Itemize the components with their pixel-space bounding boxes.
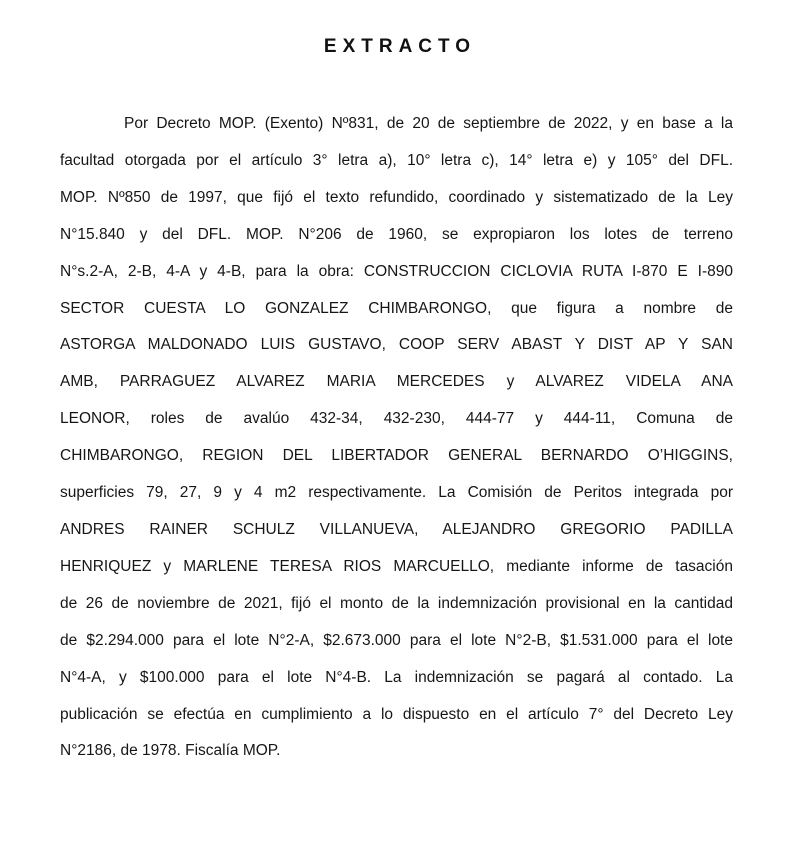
paragraph-line: ASTORGA MALDONADO LUIS GUSTAVO, COOP SERV ABAST Y DIST AP Y SAN	[60, 336, 733, 354]
paragraph-line: LEONOR, roles de avalúo 432-34, 432-230, 444-77 y 444-11, Comuna de	[60, 410, 733, 428]
paragraph-line: N°2186, de 1978. Fiscalía MOP.	[60, 742, 281, 760]
paragraph-line: SECTOR CUESTA LO GONZALEZ CHIMBARONGO, que figura a nombre de	[60, 299, 733, 317]
paragraph-line: publicación se efectúa en cumplimiento a lo dispuesto en el artículo 7° del Decreto Ley	[60, 705, 733, 723]
paragraph-line: N°4-A, y $100.000 para el lote N°4-B. La indemnización se pagará al contado. La	[60, 668, 733, 686]
paragraph-line: facultad otorgada por el artículo 3° letra a), 10° letra c), 14° letra e) y 105° del DFL.	[60, 151, 733, 169]
document-title: EXTRACTO	[323, 36, 477, 57]
paragraph-line: superficies 79, 27, 9 y 4 m2 respectivamente. La Comisión de Peritos integrada por	[60, 484, 733, 502]
paragraph-line: CHIMBARONGO, REGION DEL LIBERTADOR GENERAL BERNARDO O’HIGGINS,	[60, 447, 733, 465]
paragraph-line: de 26 de noviembre de 2021, fijó el monto de la indemnización provisional en la cantidad	[60, 594, 733, 612]
paragraph-line: HENRIQUEZ y MARLENE TERESA RIOS MARCUELLO, mediante informe de tasación	[60, 557, 733, 575]
paragraph-line: ANDRES RAINER SCHULZ VILLANUEVA, ALEJANDRO GREGORIO PADILLA	[60, 520, 733, 538]
paragraph-line: Por Decreto MOP. (Exento) Nº831, de 20 de septiembre de 2022, y en base a la	[124, 115, 733, 132]
extract-paragraph	[60, 106, 733, 770]
paragraph-line: N°15.840 y del DFL. MOP. N°206 de 1960, se expropiaron los lotes de terreno	[60, 225, 733, 243]
paragraph-line: de $2.294.000 para el lote N°2-A, $2.673.000 para el lote N°2-B, $1.531.000 para el lote	[60, 631, 733, 649]
paragraph-line: N°s.2-A, 2-B, 4-A y 4-B, para la obra: CONSTRUCCION CICLOVIA RUTA I-870 E I-890	[60, 262, 733, 280]
paragraph-line: AMB, PARRAGUEZ ALVAREZ MARIA MERCEDES y ALVAREZ VIDELA ANA	[60, 373, 733, 391]
paragraph-line: MOP. Nº850 de 1997, que fijó el texto refundido, coordinado y sistematizado de la Ley	[60, 188, 733, 206]
